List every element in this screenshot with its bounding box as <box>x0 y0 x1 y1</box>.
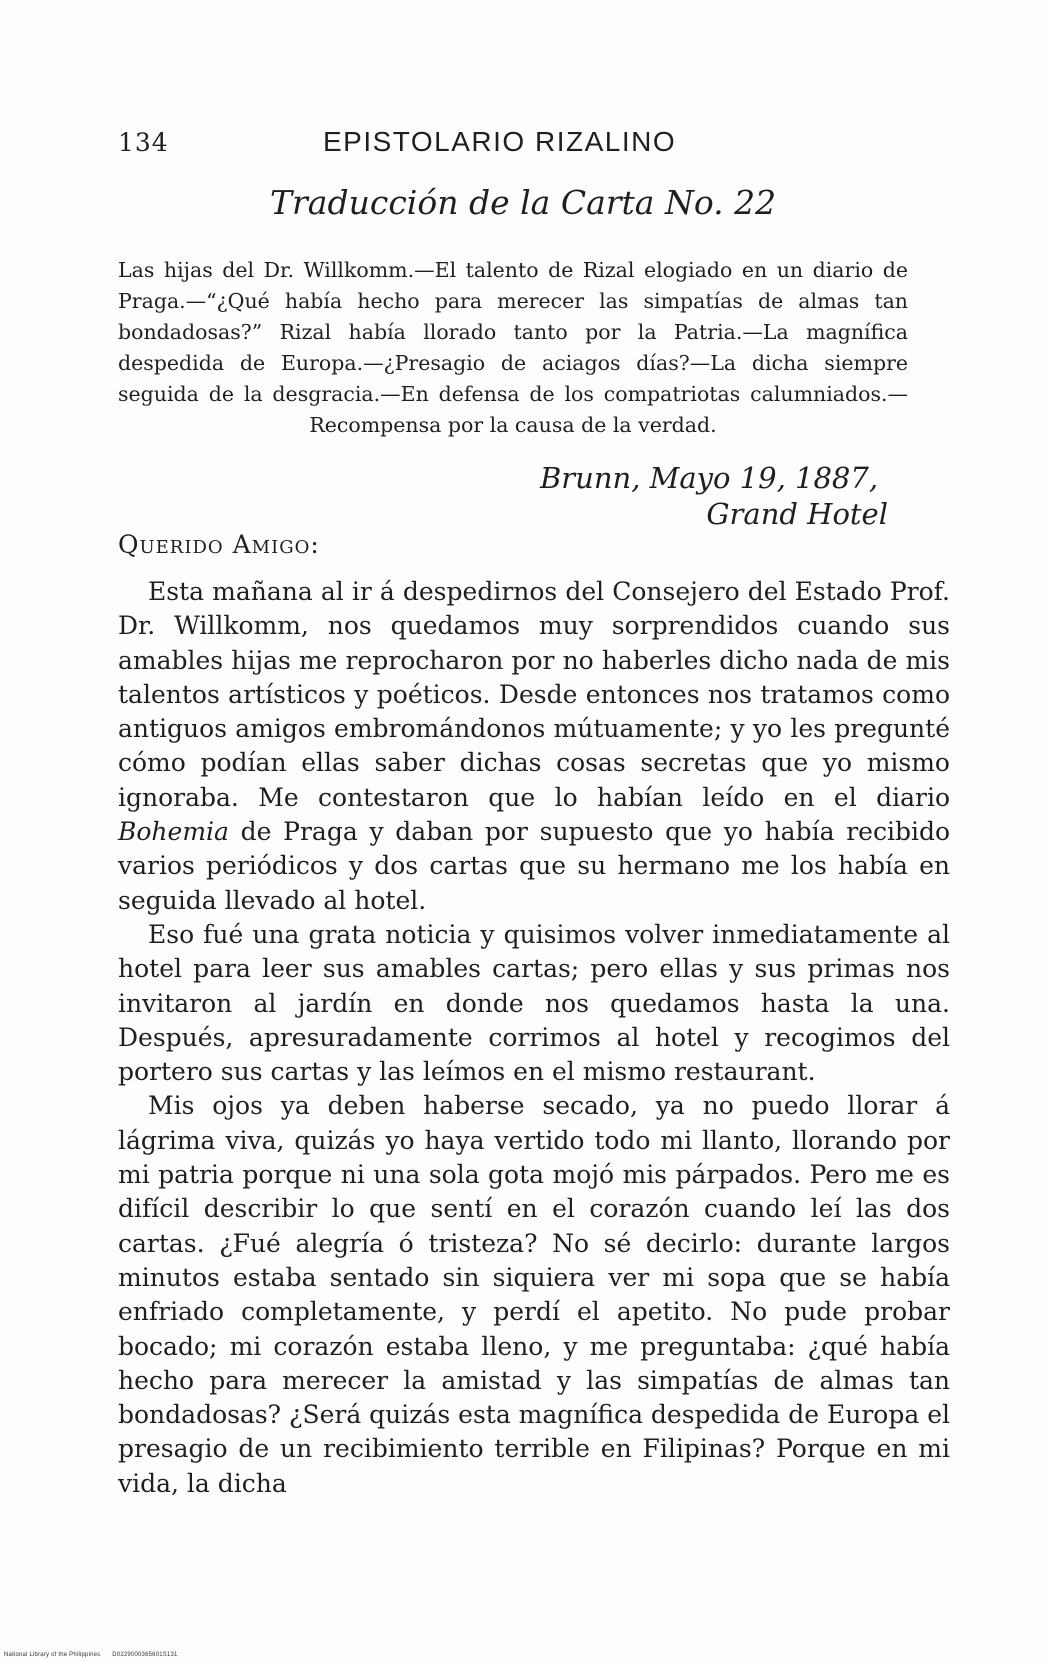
letter-title: Traducción de la Carta No. 22 <box>270 183 777 222</box>
footer-code: D0229000365601S131 <box>112 1652 178 1658</box>
dateline-place-date: Brunn, Mayo 19, 1887, <box>540 461 879 495</box>
page-number: 134 <box>118 128 169 157</box>
footer-credit <box>4 1652 178 1658</box>
body-paragraph-2: Eso fué una grata noticia y quisimos volver inmediatamente al hotel para leer sus amables cartas; pero ellas y sus primas nos invitaron al jardín en donde nos quedamos hasta la una. Después, apresuradamente corrimos al hotel y recogimos del portero sus cartas y las leímos en el mismo restaurant. <box>118 919 950 1087</box>
newspaper-name: Bohemia <box>118 817 229 847</box>
letter-summary: Las hijas del Dr. Willkomm.—El talento de Rizal elogiado en un diario de Praga.—“¿Qué había hecho para merecer las simpatías de almas tan bondadosas?” Rizal había llorado tanto por la Patria.—La magnífica despedida de Europa.—¿Presagio de aciagos días?—La dicha siempre seguida de la desgracia.—En defensa de los compatriotas calumniados.—Recompensa por la causa de la verdad. <box>118 258 908 437</box>
dateline-hotel: Grand Hotel <box>706 497 888 531</box>
footer-library: National Library of the Philippines <box>4 1652 101 1658</box>
body-paragraph-3: Mis ojos ya deben haberse secado, ya no puedo llorar á lágrima viva, quizás yo haya vertido todo mi llanto, llorando por mi patria porque ni una sola gota mojó mis párpados. Pero me es difícil describir lo que sentí en el corazón cuando leí las dos cartas. ¿Fué alegría ó tristeza? No sé decirlo: durante largos minutos estaba sentado sin siquiera ver mi sopa que se había enfriado completamente, y perdí el apetito. No pude probar bocado; mi corazón estaba lleno, y me preguntaba: ¿qué había hecho para merecer la amistad y las simpatías de almas tan bondadosas? ¿Será quizás esta magnífica despedida de Europa el presagio de un recibimiento terrible en Filipinas? Porque en mi vida, la dicha <box>118 1091 950 1498</box>
paragraph-1-text-before: Esta mañana al ir á despedirnos del Consejero del Estado Prof. Dr. Willkomm, nos quedamos muy sorprendidos cuando sus amables hijas me reprocharon por no haberles dicho nada de mis talentos artísticos y poéticos. Desde entonces nos tratamos como antiguos amigos embromándonos mútuamente; y yo les pregunté cómo podían ellas saber dichas cosas secretas que yo mismo ignoraba. Me contestaron que lo habían leído en el diario <box>118 577 950 812</box>
salutation: Querido Amigo: <box>118 530 320 559</box>
dateline <box>540 460 900 532</box>
paragraph-1-text-after: de Praga y daban por supuesto que yo había recibido varios periódicos y dos cartas que su hermano me los había en seguida llevado al hotel. <box>118 817 950 915</box>
running-head: EPISTOLARIO RIZALINO <box>323 126 677 157</box>
page-header <box>118 128 888 168</box>
body-paragraph-1 <box>118 575 950 918</box>
letter-body <box>118 575 950 1501</box>
